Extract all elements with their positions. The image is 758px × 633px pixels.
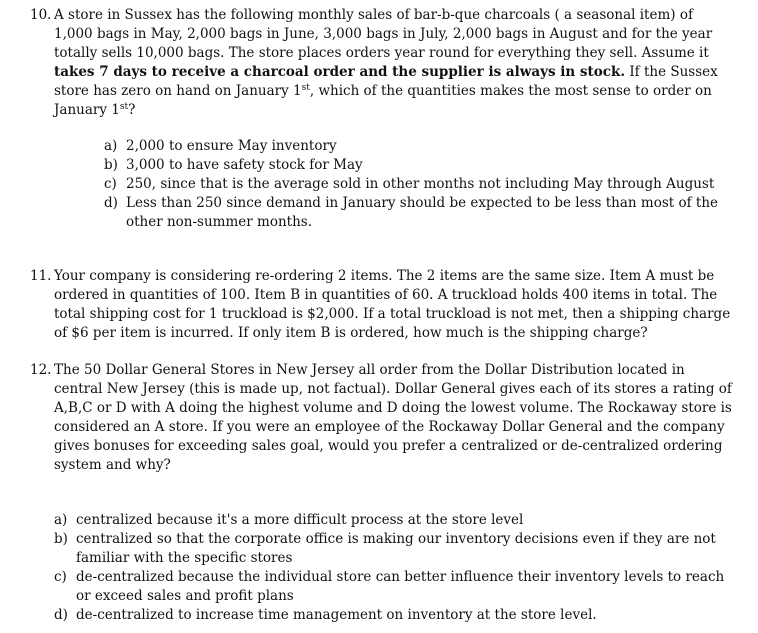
question-11 <box>30 267 735 343</box>
answer-option: c) 250, since that is the average sold in other months not including May through August <box>104 176 715 192</box>
answer-option: b) 3,000 to have safety stock for May <box>104 157 363 173</box>
question-number: 12. <box>30 362 52 378</box>
question-number: 11. <box>30 268 52 284</box>
answer-option: d) Less than 250 since demand in January should be expected to be less than most of the other non-summer months. <box>104 195 719 230</box>
answer-option: c) de-centralized because the individual store can better influence their inventory levels to reach or exceed sales and profit plans <box>54 569 725 604</box>
question-10 <box>30 6 735 120</box>
question-12 <box>30 361 735 475</box>
question-text: A store in Sussex has the following monthly sales of bar-b-que charcoals ( a seasonal item) of 1,000 bags in May, 2,000 bags in June, 3,000 bags in July, 2,000 bags in August and for the year totally sells 10,000 bags. The store places orders year round for everything they sell. Assume it takes 7 days to receive a charcoal order and the supplier is always in stock. If the Sussex store has zero on hand on January 1st, which of the quantities makes the most sense to order on January 1st? <box>54 7 718 118</box>
question-number: 10. <box>30 7 52 23</box>
answer-option: b) centralized so that the corporate office is making our inventory decisions even if they are not familiar with the specific stores <box>54 531 716 566</box>
bold-emphasis: takes 7 days to receive a charcoal order and the supplier is always in stock. <box>54 64 626 80</box>
answer-option: a) 2,000 to ensure May inventory <box>104 138 337 154</box>
question-text: The 50 Dollar General Stores in New Jersey all order from the Dollar Distribution located in central New Jersey (this is made up, not factual). Dollar General gives each of its stores a rating of A,B,C or D with A doing the highest volume and D doing the lowest volume. The Rockaway store is considered an A store. If you were an employee of the Rockaway Dollar General and the company gives bonuses for exceeding sales goal, would you prefer a centralized or de-centralized ordering system and why? <box>54 362 732 473</box>
answer-options <box>104 137 724 232</box>
answer-option: d) de-centralized to increase time management on inventory at the store level. <box>54 607 597 623</box>
answer-options <box>54 511 734 625</box>
question-text: Your company is considering re-ordering 2 items. The 2 items are the same size. Item A must be ordered in quantities of 100. Item B in quantities of 60. A truckload holds 400 items in total. The total shipping cost for 1 truckload is $2,000. If a total truckload is not met, then a shipping charge of $6 per item is incurred. If only item B is ordered, how much is the shipping charge? <box>54 268 731 341</box>
answer-option: a) centralized because it's a more difficult process at the store level <box>54 512 524 528</box>
